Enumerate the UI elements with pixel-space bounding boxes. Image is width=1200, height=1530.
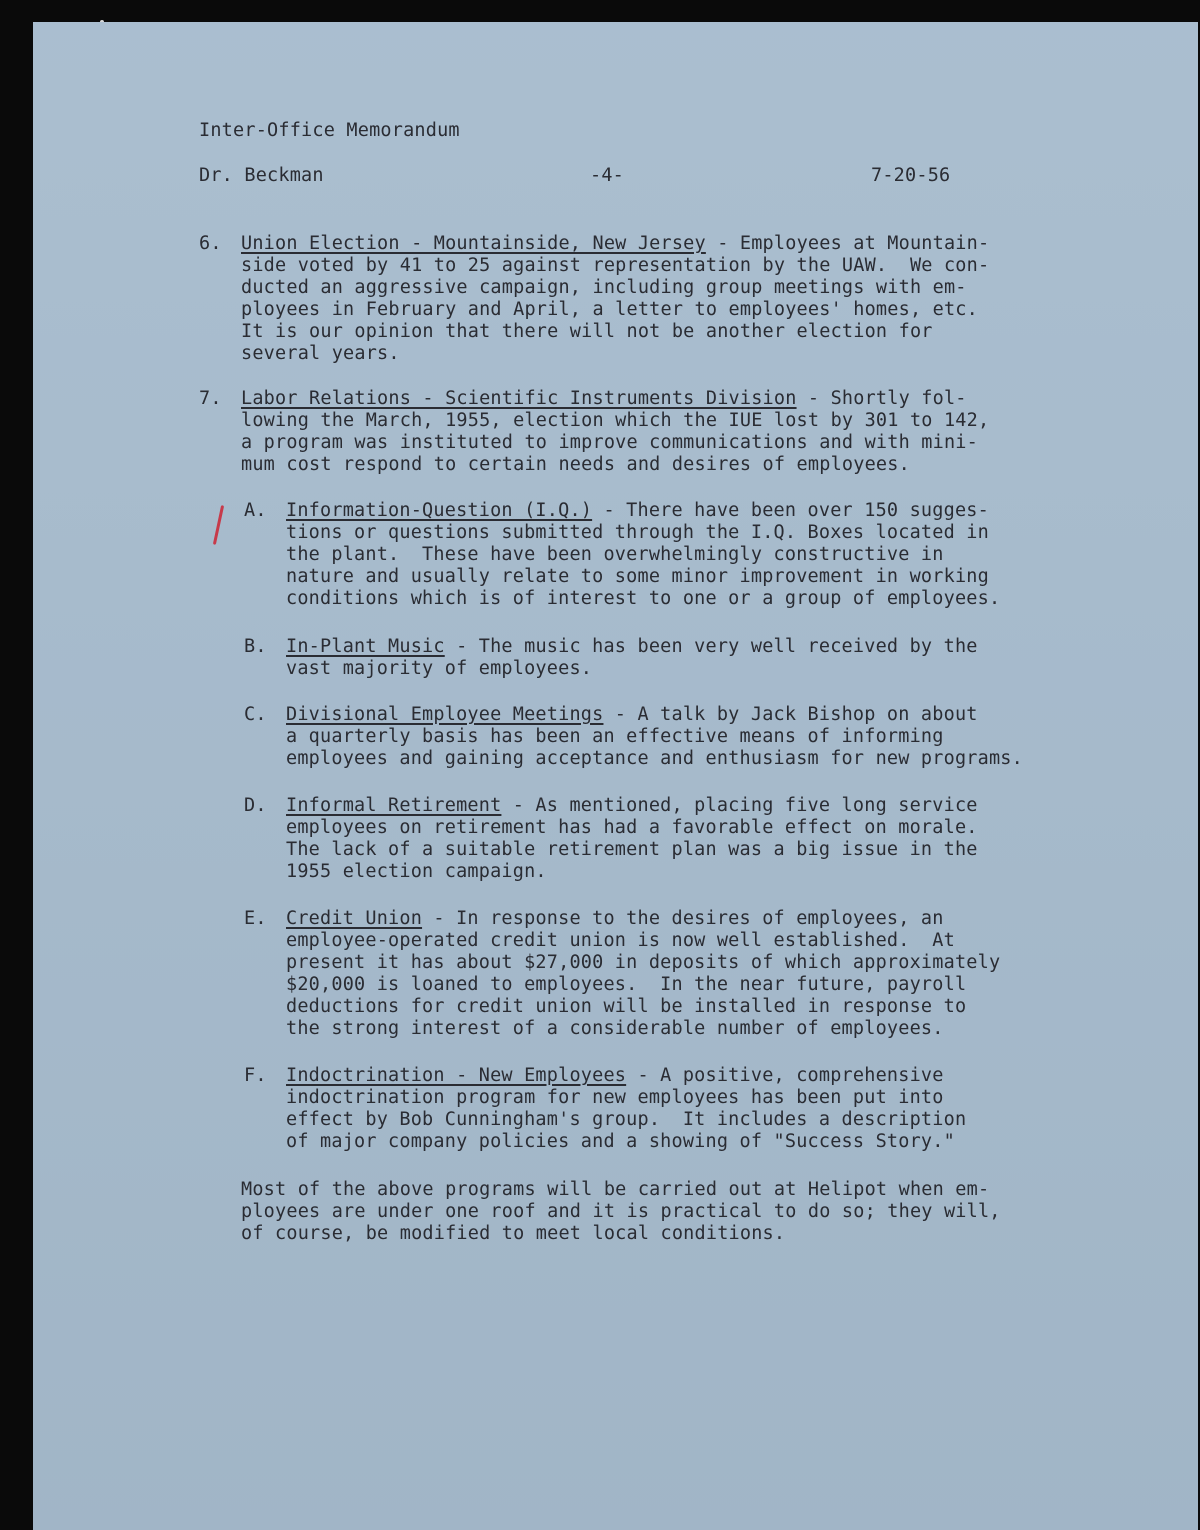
subitem-text-line: the plant. These have been overwhelmingly constructive in — [286, 544, 944, 565]
memo-date: 7-20-56 — [871, 165, 951, 186]
subitem-text-line: the strong interest of a considerable number of employees. — [286, 1018, 944, 1039]
item-text-line: lowing the March, 1955, election which the IUE lost by 301 to 142, — [241, 410, 990, 431]
item-text-line: It is our opinion that there will not be another election for — [241, 321, 933, 342]
subitem-text-line: nature and usually relate to some minor improvement in working — [286, 566, 989, 587]
subitem-letter: B. — [244, 636, 267, 657]
item-text-line: ducted an aggressive campaign, including group meetings with em- — [241, 277, 967, 298]
subitem-text-line: employees on retirement has had a favorable effect on morale. — [286, 817, 978, 838]
item-first-line — [241, 233, 989, 256]
subitem-letter: A. — [244, 500, 267, 521]
subitem-heading: Information-Question (I.Q.) — [286, 500, 593, 521]
subitem-first-line — [286, 795, 978, 818]
subitem-first-line — [286, 636, 978, 659]
subitem-text-line: of major company policies and a showing of "Success Story." — [286, 1131, 955, 1152]
subitem-letter: F. — [244, 1065, 267, 1086]
closing-line: of course, be modified to meet local conditions. — [241, 1223, 786, 1244]
subitem-text-line: - There have been over 150 sugges- — [592, 500, 989, 521]
subitem-text-line: effect by Bob Cunningham's group. It includes a description — [286, 1109, 967, 1130]
subitem-first-line — [286, 704, 978, 727]
item-number: 6. — [199, 233, 222, 254]
item-text-line: - Employees at Mountain- — [705, 233, 990, 254]
subitem-text-line: employees and gaining acceptance and enthusiasm for new programs. — [286, 748, 1023, 769]
subitem-text-line: $20,000 is loaned to employees. In the near future, payroll — [286, 974, 967, 995]
subitem-text-line: deductions for credit union will be installed in response to — [286, 996, 967, 1017]
item-text-line: a program was instituted to improve communications and with mini- — [241, 432, 978, 453]
subitem-first-line — [286, 500, 989, 523]
memo-title: Inter-Office Memorandum — [199, 120, 460, 141]
subitem-text-line: tions or questions submitted through the I.Q. Boxes located in — [286, 522, 989, 543]
subitem-text-line: - As mentioned, placing five long service — [501, 795, 978, 816]
subitem-letter: C. — [244, 704, 267, 725]
item-text-line: several years. — [241, 343, 400, 364]
memo-addressee: Dr. Beckman — [199, 165, 324, 186]
subitem-text-line: indoctrination program for new employees has been put into — [286, 1087, 944, 1108]
subitem-text-line: The lack of a suitable retirement plan was a big issue in the — [286, 839, 978, 860]
item-text-line: - Shortly fol- — [796, 388, 967, 409]
item-heading: Labor Relations - Scientific Instruments Division — [241, 388, 797, 409]
subitem-text-line: conditions which is of interest to one or a group of employees. — [286, 588, 1001, 609]
item-text-line: mum cost respond to certain needs and desires of employees. — [241, 454, 910, 475]
subitem-text-line: present it has about $27,000 in deposits of which approximately — [286, 952, 1001, 973]
subitem-text-line: 1955 election campaign. — [286, 861, 547, 882]
closing-line: ployees are under one roof and it is practical to do so; they will, — [241, 1201, 1001, 1222]
closing-line: Most of the above programs will be carried out at Helipot when em- — [241, 1179, 990, 1200]
subitem-text-line: - A talk by Jack Bishop on about — [603, 704, 978, 725]
red-margin-mark — [213, 505, 224, 545]
subitem-heading: Informal Retirement — [286, 795, 502, 816]
item-first-line — [241, 388, 967, 411]
subitem-letter: D. — [244, 795, 267, 816]
memo-page-number: -4- — [590, 165, 625, 186]
subitem-heading: Credit Union — [286, 908, 423, 929]
memo-page — [33, 22, 1198, 1530]
subitem-text-line: - The music has been very well received by the — [444, 636, 978, 657]
subitem-text-line: employee-operated credit union is now well established. At — [286, 930, 955, 951]
item-text-line: ployees in February and April, a letter to employees' homes, etc. — [241, 299, 978, 320]
subitem-text-line: - In response to the desires of employees, an — [422, 908, 944, 929]
subitem-heading: Indoctrination - New Employees — [286, 1065, 627, 1086]
item-text-line: side voted by 41 to 25 against representation by the UAW. We con- — [241, 255, 990, 276]
subitem-first-line — [286, 908, 944, 931]
item-number: 7. — [199, 388, 222, 409]
subitem-text-line: a quarterly basis has been an effective means of informing — [286, 726, 944, 747]
subitem-text-line: - A positive, comprehensive — [626, 1065, 944, 1086]
subitem-first-line — [286, 1065, 944, 1088]
subitem-letter: E. — [244, 908, 267, 929]
subitem-heading: Divisional Employee Meetings — [286, 704, 604, 725]
item-heading: Union Election - Mountainside, New Jersey — [241, 233, 706, 254]
subitem-heading: In-Plant Music — [286, 636, 445, 657]
subitem-text-line: vast majority of employees. — [286, 658, 593, 679]
